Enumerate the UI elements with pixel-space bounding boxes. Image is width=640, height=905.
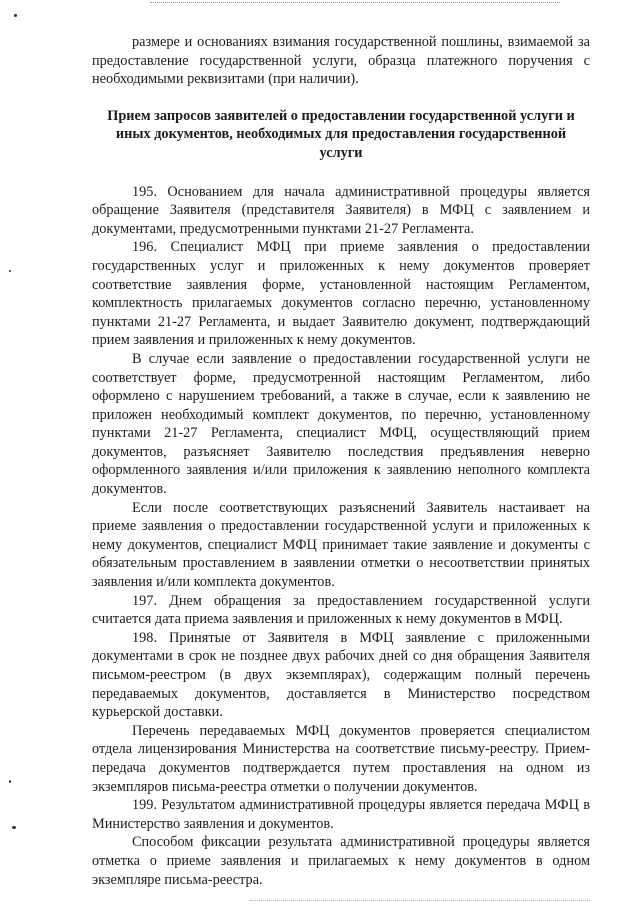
scan-speck — [14, 14, 17, 17]
paragraph-197: 197. Днем обращения за предоставлением государственной услуги считается дата приема заявления и приложенных к нему документов в МФЦ. — [92, 592, 590, 628]
paragraph-fixation-method: Способом фиксации результата административной процедуры является отметка о приеме заявления и прилагаемых к нему документов в одном экземпляре письма-реестра. — [92, 834, 590, 888]
paragraph-applicant-insists: Если после соответствующих разъяснений Заявитель настаивает на приеме заявления о предоставлении государственной услуги и приложенных к нему документов, специалист МФЦ принимает такие заявление и документы с обязательным проставлением в заявлении отметки о несоответствии принятых заявления и/или комплекта документов. — [92, 499, 590, 591]
document-body — [92, 33, 590, 889]
scan-top-edge — [150, 2, 560, 3]
scan-speck — [9, 270, 11, 272]
paragraph-incorrect-application: В случае если заявление о предоставлении государственной услуги не соответствует форме, предусмотренной настоящим Регламентом, либо оформлено с нарушением требований, а также в случае, если к заявлению не приложен необходимый комплект документов, по перечню, установленному пунктами 21-27 Регламента, специалист МФЦ, осуществляющий прием документов, разъясняет Заявителю последствия предъявления неверно оформленного заявления и/или приложения к заявлению неполного комплекта документов. — [92, 350, 590, 498]
scan-speck — [12, 826, 16, 829]
paragraph-199: 199. Результатом административной процедуры является передача МФЦ в Министерство заявления и документов. — [92, 797, 590, 832]
paragraph-document-check: Перечень передаваемых МФЦ документов проверяется специалистом отдела лицензирования Министерства на соответствие письму-реестру. Прием-передача документов подтверждается путем проставления на одном из экземпляров письма-реестра отметки о получении документов. — [92, 722, 590, 795]
scan-bottom-edge — [250, 900, 590, 901]
paragraph-195: 195. Основанием для начала административной процедуры является обращение Заявителя (представителя Заявителя) в МФЦ с заявлением и документами, предусмотренными пунктами 21-27 Регламента. — [92, 183, 590, 237]
section-heading: Прием запросов заявителей о предоставлении государственной услуги и иных документов, необходимых для предоставления государственной услуги — [107, 107, 575, 161]
scan-speck — [9, 780, 11, 783]
paragraph-198: 198. Принятые от Заявителя в МФЦ заявление с приложенными документами в срок не позднее двух рабочих дней со дня обращения Заявителя письмом-реестром (в двух экземплярах), содержащим полный перечень передаваемых документов, доставляется в Министерство посредством курьерской доставки. — [92, 629, 590, 721]
paragraph-196: 196. Специалист МФЦ при приеме заявления о предоставлении государственных услуг и приложенных к нему документов проверяет соответствие заявления форме, установленной настоящим Регламентом, комплектность прилагаемых документов согласно перечню, установленному пунктами 21-27 Регламента, и выдает Заявителю документ, подтверждающий прием заявления и приложенных к нему документов. — [92, 239, 590, 349]
intro-paragraph: размере и основаниях взимания государственной пошлины, взимаемой за предоставление государственной услуги, образца платежного поручения с необходимыми реквизитами (при наличии). — [92, 34, 590, 88]
